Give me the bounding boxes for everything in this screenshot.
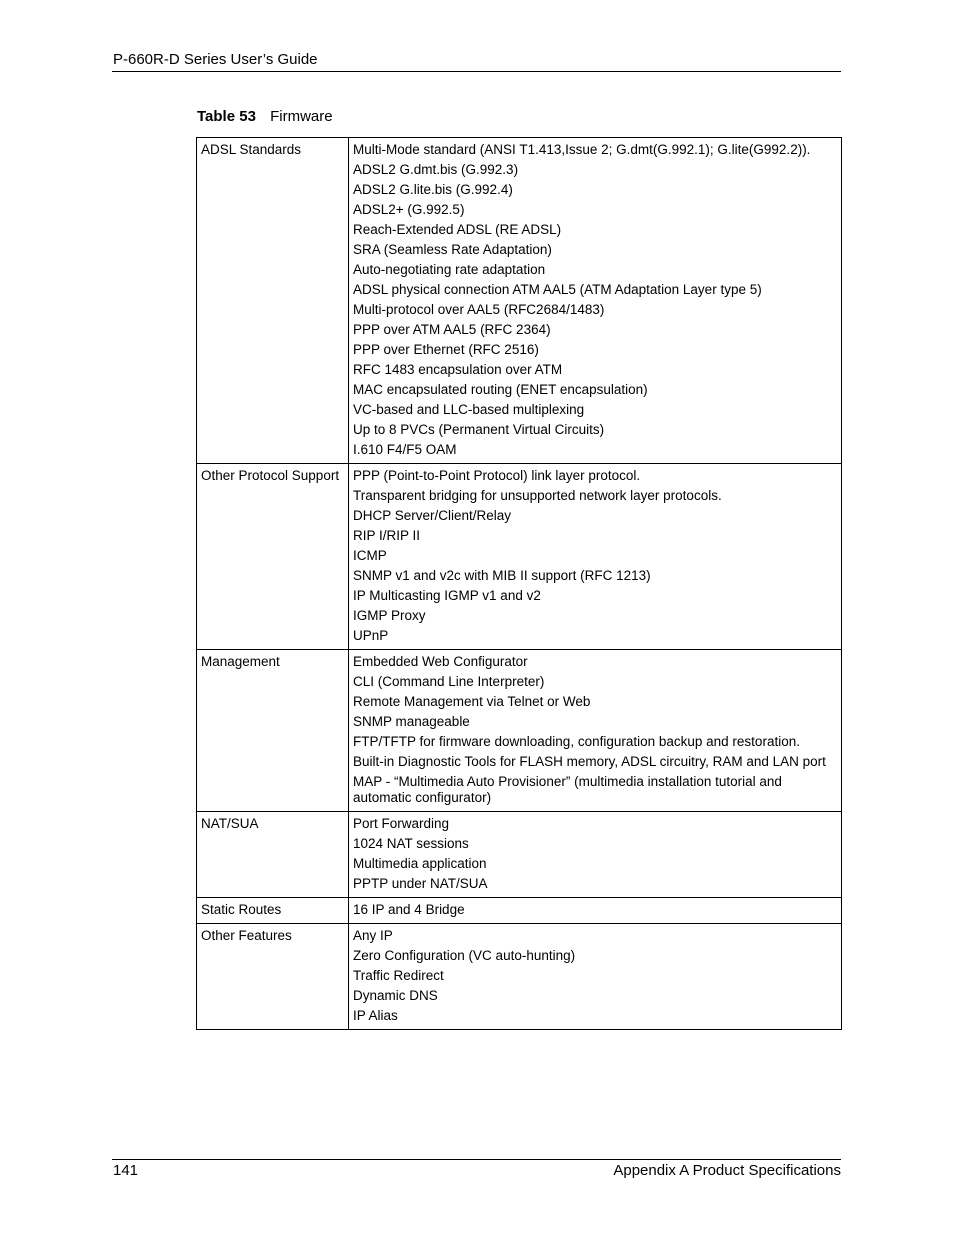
feature-cell: Other Features [197,924,349,1030]
value-item: SNMP v1 and v2c with MIB II support (RFC 1213) [353,568,651,583]
value-item: I.610 F4/F5 OAM [353,442,457,457]
value-item: MAC encapsulated routing (ENET encapsulation) [353,382,648,397]
value-cell [349,138,842,464]
value-item: Embedded Web Configurator [353,654,528,669]
value-item: ICMP [353,548,387,563]
value-item: UPnP [353,628,389,643]
value-item: IP Multicasting IGMP v1 and v2 [353,588,541,603]
feature-cell: ADSL Standards [197,138,349,464]
value-item: VC-based and LLC-based multiplexing [353,402,585,417]
table-row [197,924,842,1030]
value-item: PPTP under NAT/SUA [353,876,488,891]
feature-cell: Static Routes [197,898,349,924]
value-item: MAP - “Multimedia Auto Provisioner” (multimedia installation tutorial and automatic configurator) [353,774,782,805]
value-cell [349,464,842,650]
value-item: DHCP Server/Client/Relay [353,508,512,523]
value-item: SNMP manageable [353,714,470,729]
table-caption-title: Firmware [270,108,333,125]
footer-section-title: Appendix A Product Specifications [613,1162,841,1179]
value-item: ADSL physical connection ATM AAL5 (ATM Adaptation Layer type 5) [353,282,762,297]
value-cell [349,898,842,924]
value-cell [349,812,842,898]
value-item: PPP over Ethernet (RFC 2516) [353,342,539,357]
value-item: 16 IP and 4 Bridge [353,902,465,917]
footer-rule [112,1159,841,1160]
feature-cell: Management [197,650,349,812]
table-row [197,138,842,464]
page-number: 141 [113,1162,139,1179]
value-item: RIP I/RIP II [353,528,421,543]
value-item: IP Alias [353,1008,398,1023]
running-header-title: P-660R-D Series User’s Guide [113,51,318,68]
value-item: ADSL2+ (G.992.5) [353,202,465,217]
value-item: Any IP [353,928,393,943]
value-item: CLI (Command Line Interpreter) [353,674,545,689]
table-row [197,650,842,812]
value-item: 1024 NAT sessions [353,836,469,851]
table-caption [197,108,333,126]
header-rule [112,71,841,72]
value-item: Multi-Mode standard (ANSI T1.413,Issue 2; G.dmt(G.992.1); G.lite(G992.2)). [353,142,811,157]
value-item: FTP/TFTP for firmware downloading, configuration backup and restoration. [353,734,800,749]
value-item: Transparent bridging for unsupported network layer protocols. [353,488,722,503]
feature-cell: NAT/SUA [197,812,349,898]
value-item: Remote Management via Telnet or Web [353,694,591,709]
value-item: IGMP Proxy [353,608,426,623]
value-item: Port Forwarding [353,816,450,831]
value-item: Dynamic DNS [353,988,438,1003]
firmware-table [196,137,842,1030]
value-item: Multi-protocol over AAL5 (RFC2684/1483) [353,302,605,317]
value-item: SRA (Seamless Rate Adaptation) [353,242,552,257]
firmware-table-body [197,138,842,1030]
value-item: PPP over ATM AAL5 (RFC 2364) [353,322,551,337]
value-item: Zero Configuration (VC auto-hunting) [353,948,576,963]
value-item: ADSL2 G.dmt.bis (G.992.3) [353,162,519,177]
value-cell [349,924,842,1030]
table-caption-label: Table 53 [197,108,256,125]
value-item: Built-in Diagnostic Tools for FLASH memory, ADSL circuitry, RAM and LAN port [353,754,826,769]
value-item: Traffic Redirect [353,968,444,983]
value-item: Multimedia application [353,856,487,871]
value-item: Auto-negotiating rate adaptation [353,262,546,277]
table-row [197,812,842,898]
feature-cell: Other Protocol Support [197,464,349,650]
value-item: Reach-Extended ADSL (RE ADSL) [353,222,562,237]
value-item: PPP (Point-to-Point Protocol) link layer protocol. [353,468,641,483]
table-row [197,464,842,650]
value-item: Up to 8 PVCs (Permanent Virtual Circuits) [353,422,605,437]
value-item: ADSL2 G.lite.bis (G.992.4) [353,182,513,197]
table-row [197,898,842,924]
value-cell [349,650,842,812]
value-item: RFC 1483 encapsulation over ATM [353,362,563,377]
